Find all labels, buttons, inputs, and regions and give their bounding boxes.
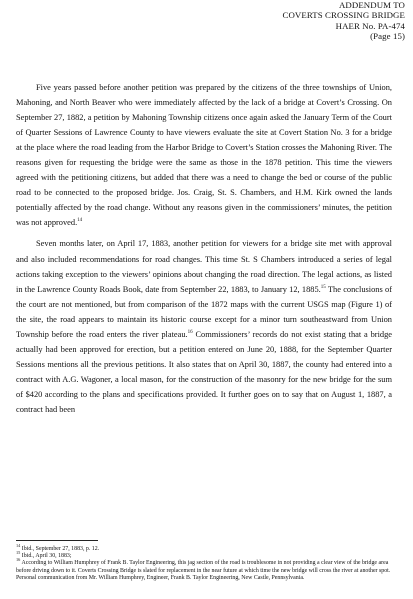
footnotes <box>16 543 394 582</box>
footnote-text: Ibid., April 30, 1883; <box>20 553 72 560</box>
footnote-text: According to William Humphrey of Frank B. Taylor Engineering, this jag section of the road is troublesome in not providing a clear view of the bridge area before driving down to it. Coverts Crossing Bridge is slated for replacement in the near future at which time the new bridge will cross the river at another spot. Personal communication from Mr. William Humphrey, Engineer, Frank B. Taylor Engineering, New Castle, Pennsylvania. <box>16 560 391 581</box>
paragraph-2-text-b: The conclusions of the court are not mentioned, but from comparison of the 1872 maps with the current USGS map (Figure 1) of the site, the road appears to maintain its historic course except for a minor turn southeastward from Union Township before the road enters the river plateau. <box>16 284 392 339</box>
footnote-16 <box>16 557 394 582</box>
header-bridge-name: COVERTS CROSSING BRIDGE <box>282 10 405 21</box>
page-header <box>282 0 405 41</box>
paragraph-1-text: Five years passed before another petition was prepared by the citizens of the three townships of Union, Mahoning, and North Beaver who were immediately affected by the lack of a bridge at Covert’s Crossing. On September 27, 1882, a petition by Mahoning Township citizens once again asked the January Term of the Court of Quarter Sessions of Lawrence County to have viewers evaluate the site at Covert Station No. 3 for a bridge at the place where the road leading from the Harbor Bridge to Covert’s Station crosses the Mahoning River. The reasons given for requesting the bridge were the same as those in the 1878 petition. This time the viewers agreed with the petitioning citizens, but added that there was a need to change the bed or course of the public road to be connected to the proposed bridge. Jos. Craig, St. S. Chambers, and H.M. Kirk owned the lands potentially affected by the road change. Without any reasons given in the commissioners’ minutes, the petition was not approved. <box>16 83 392 228</box>
footnote-number: 16 <box>16 557 21 563</box>
body-text <box>16 80 392 422</box>
footnote-divider <box>16 540 98 541</box>
header-addendum: ADDENDUM TO <box>338 0 405 10</box>
footnote-ref-15: 15 <box>320 284 326 290</box>
paragraph-2 <box>16 236 392 417</box>
paragraph-2-text-a: Seven months later, on April 17, 1883, another petition for viewers for a bridge site met with approval and also included recommendations for road changes. This time St. S Chambers introduced a series of legal actions taking exception to the viewers’ opinions about changing the road direction. The legal actions, as listed in the Lawrence County Roads Book, date from September 22, 1883, to January 12, 1885. <box>16 239 392 294</box>
footnote-ref-16: 16 <box>187 329 193 335</box>
footnote-number: 15 <box>16 550 21 556</box>
paragraph-1 <box>16 80 392 230</box>
header-haer-number: HAER No. PA-474 <box>335 20 405 31</box>
header-page-number: (Page 15) <box>370 30 405 41</box>
paragraph-2-text-c: Commissioners’ records do not exist stating that a bridge actually had been approved for erection, but a petition entered on June 20, 1888, for the September Quarter Sessions mentions all the previous petitions. It also states that on April 30, 1887, the county had entered into a contract with A.G. Wagoner, a local mason, for the construction of the masonry for the new bridge for the sum of $420 according to the plans and specifications provided. It further goes on to say that on August 1, 1887, a contract had been <box>16 329 392 414</box>
footnote-14 <box>16 543 394 556</box>
footnote-ref-14: 14 <box>77 218 83 224</box>
footnote-text: Ibid., September 27, 1883, p. 12. <box>20 546 100 552</box>
footnote-number: 14 <box>16 543 21 549</box>
